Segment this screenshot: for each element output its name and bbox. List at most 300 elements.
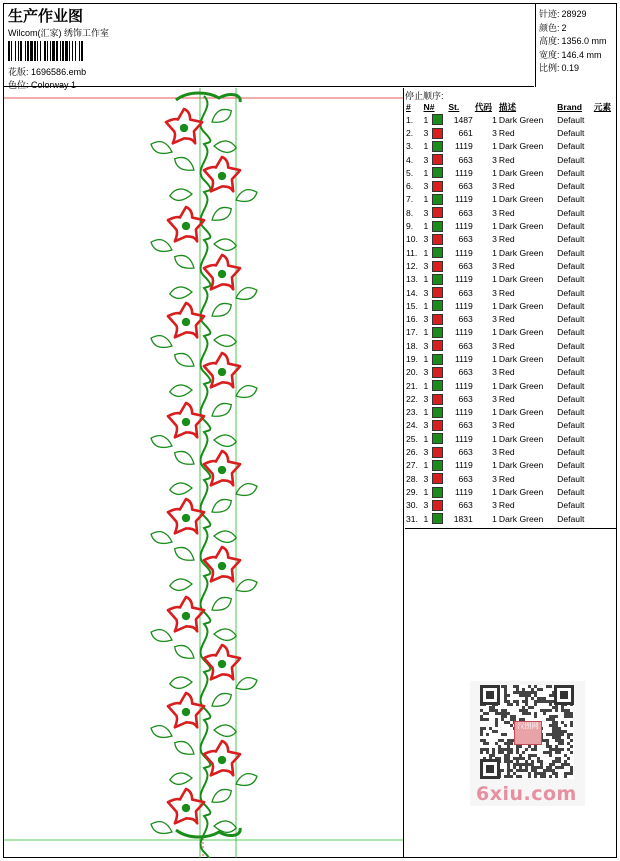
qr-module: [552, 733, 555, 736]
brand: Default: [557, 154, 585, 165]
qr-module: [528, 772, 531, 775]
qr-module: [549, 694, 552, 697]
qr-module: [549, 763, 552, 766]
flower-center: [182, 222, 190, 230]
color-description: Red: [498, 314, 515, 325]
qr-module: [534, 766, 537, 769]
leaf-shape: [235, 482, 259, 497]
qr-module: [498, 751, 501, 754]
qr-module: [504, 709, 507, 712]
needle-number: 1: [423, 194, 429, 205]
color-swatch: [431, 219, 447, 232]
qr-module: [525, 694, 528, 697]
qr-module: [510, 715, 513, 718]
qr-module: [489, 727, 492, 730]
stat-label: 高度:: [539, 36, 560, 46]
stitch-count: 663: [458, 314, 473, 325]
brand: Default: [557, 353, 585, 364]
qr-module: [549, 769, 552, 772]
qr-module: [540, 700, 543, 703]
leaf-shape: [169, 576, 193, 593]
color-description: Dark Green: [498, 194, 544, 205]
qr-module: [564, 730, 567, 733]
qr-module: [552, 727, 555, 730]
stop-index: 12.: [406, 260, 418, 271]
qr-module: [561, 739, 564, 742]
leaf-shape: [235, 188, 259, 203]
stat-label: 宽度:: [539, 49, 560, 60]
qr-module: [561, 748, 564, 751]
color-description: Dark Green: [498, 300, 544, 311]
qr-module: [540, 688, 543, 691]
needle-number: 3: [423, 154, 429, 165]
color-code: 3: [492, 314, 497, 325]
needle-number: 1: [423, 460, 429, 471]
qr-module: [549, 715, 552, 718]
qr-module: [516, 703, 519, 706]
qr-module: [558, 739, 561, 742]
color-code: 1: [492, 167, 497, 178]
qr-module: [552, 748, 555, 751]
leaf-shape: [150, 820, 174, 835]
qr-module: [522, 751, 525, 754]
qr-module: [564, 724, 567, 727]
color-swatch: [431, 166, 447, 179]
brand: Default: [557, 340, 585, 351]
flower-center: [182, 318, 190, 326]
qr-module: [486, 751, 489, 754]
qr-module: [561, 709, 564, 712]
stitch-count: 1831: [453, 513, 473, 524]
color-swatch: [431, 459, 447, 472]
column-header: Brand: [557, 101, 582, 112]
stat-row: [539, 61, 579, 74]
brand: Default: [557, 460, 585, 471]
qr-module: [546, 733, 549, 736]
needle-number: 1: [423, 513, 429, 524]
qr-module: [519, 745, 522, 748]
qr-module: [531, 763, 534, 766]
qr-module: [552, 772, 555, 775]
qr-module: [516, 691, 519, 694]
stop-index: 14.: [406, 287, 418, 298]
qr-module: [546, 685, 549, 688]
qr-module: [528, 754, 531, 757]
table-row: [405, 193, 617, 206]
color-swatch: [431, 259, 447, 272]
table-row: [405, 259, 617, 272]
qr-module: [495, 742, 498, 745]
color-swatch: [431, 406, 447, 419]
color-code: 1: [492, 141, 497, 152]
color-swatch: [431, 352, 447, 365]
flower-center: [218, 368, 226, 376]
qr-module: [522, 706, 525, 709]
qr-module: [570, 733, 573, 736]
qr-module: [531, 769, 534, 772]
qr-module: [483, 742, 486, 745]
qr-module: [513, 691, 516, 694]
stop-index: 6.: [406, 181, 414, 192]
stop-index: 17.: [406, 327, 418, 338]
column-header: St.: [448, 101, 460, 112]
brand: Default: [557, 314, 585, 325]
color-swatch: [431, 113, 447, 126]
leaf-shape: [213, 528, 237, 545]
qr-module: [567, 763, 570, 766]
table-row: [405, 419, 617, 432]
leaf-shape: [169, 480, 193, 497]
qr-module: [537, 697, 540, 700]
color-code: 1: [492, 327, 497, 338]
qr-module: [570, 766, 573, 769]
qr-module: [543, 772, 546, 775]
table-row: [405, 219, 617, 232]
leaf-shape: [150, 434, 174, 449]
color-swatch: [431, 419, 447, 432]
qr-module: [498, 739, 501, 742]
stop-index: 21.: [406, 380, 418, 391]
qr-module: [555, 730, 558, 733]
brand: Default: [557, 473, 585, 484]
brand: Default: [557, 513, 585, 524]
table-row: [405, 113, 617, 126]
qr-module: [564, 763, 567, 766]
qr-module: [543, 709, 546, 712]
qr-module: [507, 721, 510, 724]
qr-module: [507, 700, 510, 703]
stitch-count: 1119: [454, 460, 473, 471]
qr-module: [537, 766, 540, 769]
brand: Default: [557, 420, 585, 431]
stop-index: 2.: [406, 127, 414, 138]
qr-module: [534, 715, 537, 718]
stop-index: 27.: [406, 460, 418, 471]
qr-module: [525, 691, 528, 694]
qr-module: [549, 724, 552, 727]
needle-number: 1: [423, 407, 429, 418]
qr-module: [480, 733, 483, 736]
stop-index: 1.: [406, 114, 414, 125]
needle-number: 3: [423, 340, 429, 351]
qr-module: [507, 754, 510, 757]
qr-module: [480, 715, 483, 718]
color-swatch: [431, 206, 447, 219]
stop-index: 5.: [406, 167, 414, 178]
barcode-bar: [83, 41, 84, 61]
stop-index: 28.: [406, 473, 418, 484]
brand: Default: [557, 141, 585, 152]
qr-module: [516, 769, 519, 772]
flower-center: [182, 804, 190, 812]
leaf-shape: [209, 401, 234, 419]
qr-module: [564, 772, 567, 775]
qr-module: [519, 691, 522, 694]
qr-module: [564, 715, 567, 718]
stitch-count: 663: [458, 447, 473, 458]
color-description: Red: [498, 260, 515, 271]
stop-index: 13.: [406, 274, 418, 285]
stop-sequence-table: [405, 100, 617, 525]
qr-module: [510, 769, 513, 772]
color-swatch: [431, 273, 447, 286]
needle-number: 3: [423, 260, 429, 271]
qr-module: [501, 733, 504, 736]
color-code: 3: [492, 447, 497, 458]
qr-module: [549, 745, 552, 748]
color-code: 1: [492, 221, 497, 232]
qr-module: [534, 703, 537, 706]
qr-module: [480, 718, 483, 721]
qr-module: [504, 712, 507, 715]
table-row: [405, 499, 617, 512]
qr-module: [480, 751, 483, 754]
table-row: [405, 326, 617, 339]
qr-module: [483, 718, 486, 721]
qr-module: [555, 766, 558, 769]
qr-module: [498, 712, 501, 715]
stop-index: 30.: [406, 500, 418, 511]
qr-module: [510, 724, 513, 727]
vine-top-cap: [176, 93, 240, 102]
table-row: [405, 406, 617, 419]
qr-module: [486, 742, 489, 745]
qr-module: [549, 751, 552, 754]
qr-module: [558, 766, 561, 769]
stitch-count: 1119: [454, 274, 473, 285]
qr-module: [570, 715, 573, 718]
qr-module: [540, 697, 543, 700]
qr-module: [549, 685, 552, 688]
color-description: Red: [498, 154, 515, 165]
qr-module: [567, 712, 570, 715]
qr-module: [570, 769, 573, 772]
qr-module: [549, 775, 552, 778]
qr-module: [558, 733, 561, 736]
color-description: Dark Green: [498, 460, 544, 471]
color-description: Red: [498, 234, 515, 245]
qr-module: [564, 775, 567, 778]
qr-module: [549, 700, 552, 703]
leaf-shape: [209, 301, 234, 319]
leaf-shape: [213, 236, 237, 253]
qr-module: [534, 694, 537, 697]
qr-module: [489, 706, 492, 709]
qr-module: [561, 742, 564, 745]
qr-module: [546, 709, 549, 712]
qr-module: [504, 685, 507, 688]
brand: Default: [557, 247, 585, 258]
qr-module: [537, 688, 540, 691]
qr-module: [570, 712, 573, 715]
qr-module: [516, 745, 519, 748]
needle-number: 1: [423, 486, 429, 497]
qr-module: [549, 733, 552, 736]
color-description: Dark Green: [498, 433, 544, 444]
color-swatch: [431, 445, 447, 458]
colorway-label: 色位:: [8, 80, 29, 90]
table-row: [405, 459, 617, 472]
color-swatch: [431, 286, 447, 299]
qr-module: [561, 706, 564, 709]
qr-module: [504, 715, 507, 718]
vine-stem: [201, 96, 211, 858]
flower-center: [218, 172, 226, 180]
leaf-shape: [172, 643, 197, 661]
color-description: Dark Green: [498, 327, 544, 338]
qr-module: [543, 751, 546, 754]
qr-module: [540, 709, 543, 712]
qr-module: [555, 745, 558, 748]
qr-module: [525, 697, 528, 700]
stitch-count: 663: [458, 181, 473, 192]
qr-module: [531, 697, 534, 700]
stop-index: 10.: [406, 234, 418, 245]
color-swatch: [431, 432, 447, 445]
design-preview: [4, 88, 404, 858]
qr-module: [552, 760, 555, 763]
color-code: 1: [492, 380, 497, 391]
stop-sequence-header: [405, 100, 617, 113]
qr-module: [567, 709, 570, 712]
qr-module: [510, 742, 513, 745]
qr-module: [549, 766, 552, 769]
qr-module: [525, 763, 528, 766]
qr-module: [543, 775, 546, 778]
leaf-shape: [150, 628, 174, 643]
qr-module: [570, 745, 573, 748]
color-description: Dark Green: [498, 486, 544, 497]
needle-number: 3: [423, 314, 429, 325]
qr-module: [567, 748, 570, 751]
qr-module: [522, 688, 525, 691]
flower-center: [218, 466, 226, 474]
qr-module: [501, 685, 504, 688]
color-swatch: [431, 339, 447, 352]
qr-module: [546, 745, 549, 748]
brand: Default: [557, 260, 585, 271]
color-swatch: [431, 366, 447, 379]
stat-row: [539, 34, 607, 47]
stitch-count: 663: [458, 207, 473, 218]
stitch-count: 663: [458, 287, 473, 298]
brand: Default: [557, 327, 585, 338]
qr-module: [555, 727, 558, 730]
qr-module: [504, 694, 507, 697]
design-file-label: 花版:: [8, 67, 29, 77]
qr-module: [507, 748, 510, 751]
qr-module: [570, 721, 573, 724]
qr-module: [525, 769, 528, 772]
qr-module: [549, 748, 552, 751]
qr-module: [543, 697, 546, 700]
qr-module: [558, 751, 561, 754]
stitch-count: 1119: [454, 380, 473, 391]
qr-module: [492, 748, 495, 751]
qr-module: [555, 739, 558, 742]
qr-module: [531, 691, 534, 694]
qr-module: [558, 727, 561, 730]
qr-module: [564, 754, 567, 757]
needle-number: 3: [423, 234, 429, 245]
qr-module: [507, 769, 510, 772]
table-row: [405, 445, 617, 458]
barcode-icon: [8, 41, 140, 61]
qr-module: [546, 739, 549, 742]
qr-module: [555, 757, 558, 760]
stitch-count: 1119: [454, 221, 473, 232]
brand: Default: [557, 221, 585, 232]
qr-finder-inner: [560, 691, 568, 699]
qr-module: [525, 760, 528, 763]
qr-module: [510, 703, 513, 706]
color-code: 3: [492, 420, 497, 431]
stop-index: 24.: [406, 420, 418, 431]
color-description: Red: [498, 340, 515, 351]
leaf-shape: [213, 722, 237, 739]
brand: Default: [557, 486, 585, 497]
color-code: 1: [492, 194, 497, 205]
qr-module: [504, 757, 507, 760]
qr-module: [507, 760, 510, 763]
qr-module: [480, 739, 483, 742]
qr-module: [522, 694, 525, 697]
stitch-count: 1119: [454, 247, 473, 258]
color-swatch: [431, 126, 447, 139]
stop-index: 29.: [406, 486, 418, 497]
qr-module: [507, 703, 510, 706]
needle-number: 1: [423, 380, 429, 391]
flower-center: [218, 660, 226, 668]
color-description: Red: [498, 500, 515, 511]
leaf-shape: [169, 674, 193, 691]
qr-module: [528, 694, 531, 697]
flower-center: [180, 124, 188, 132]
stitch-count: 663: [458, 234, 473, 245]
qr-module: [507, 775, 510, 778]
color-description: Red: [498, 127, 515, 138]
table-row: [405, 339, 617, 352]
qr-module: [570, 739, 573, 742]
leaf-shape: [209, 107, 234, 125]
stat-value: 146.4 mm: [561, 49, 602, 60]
stitch-count: 1119: [454, 327, 473, 338]
qr-module: [522, 763, 525, 766]
color-description: Red: [498, 447, 515, 458]
leaf-shape: [150, 140, 174, 155]
brand: Default: [557, 367, 585, 378]
table-row: [405, 485, 617, 498]
qr-finder-inner: [486, 691, 494, 699]
qr-module: [504, 760, 507, 763]
stitch-count: 663: [458, 393, 473, 404]
brand: Default: [557, 380, 585, 391]
stop-index: 4.: [406, 154, 414, 165]
flower-center: [182, 612, 190, 620]
color-code: 1: [492, 407, 497, 418]
leaf-shape: [209, 787, 234, 805]
qr-module: [555, 721, 558, 724]
company-name: Wilcom(汇家) 绣饰工作室: [8, 28, 109, 38]
qr-module: [552, 721, 555, 724]
qr-module: [516, 757, 519, 760]
qr-module: [525, 700, 528, 703]
qr-module: [546, 769, 549, 772]
stop-index: 16.: [406, 314, 418, 325]
color-swatch: [431, 140, 447, 153]
qr-module: [510, 775, 513, 778]
qr-module: [561, 763, 564, 766]
